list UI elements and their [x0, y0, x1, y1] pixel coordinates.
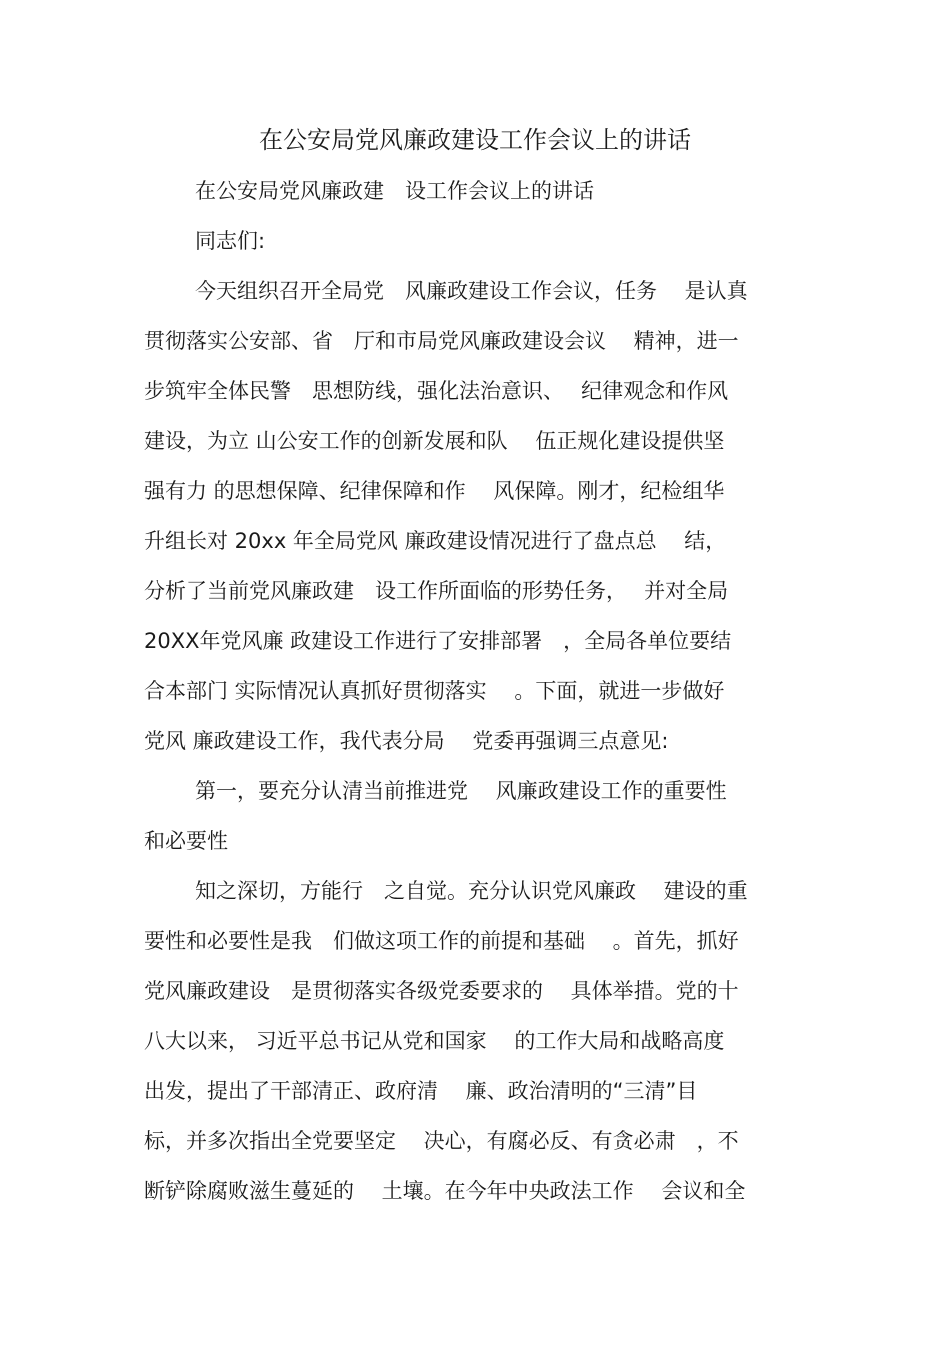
paragraph-line: 八大以来， 习近平总书记从党和国家 的工作大局和战略高度	[144, 1029, 725, 1053]
paragraph-line: 强有力 的思想保障、纪律保障和作 风保障。刚才，纪检组华	[144, 479, 725, 503]
paragraph-line: 步筑牢全体民警 思想防线，强化法治意识、 纪律观念和作风	[144, 379, 729, 403]
document-title: 在公安局党风廉政建设工作会议上的讲话	[259, 126, 691, 154]
subtitle-line: 在公安局党风廉政建 设工作会议上的讲话	[195, 179, 594, 203]
paragraph-line: 知之深切，方能行 之自觉。充分认识党风廉政 建设的重	[195, 879, 748, 903]
paragraph-line: 今天组织召开全局党 风廉政建设工作会议，任务 是认真	[195, 279, 748, 303]
paragraph-line: 贯彻落实公安部、省 厅和市局党风廉政建设会议 精神，进一	[144, 329, 739, 353]
paragraph-line: 分析了当前党风廉政建 设工作所面临的形势任务， 并对全局	[144, 579, 729, 603]
section-heading-line: 和必要性	[144, 829, 228, 853]
salutation-line: 同志们:	[195, 229, 266, 253]
paragraph-line: 党风廉政建设 是贯彻落实各级党委要求的 具体举措。党的十	[144, 979, 739, 1003]
paragraph-line: 出发，提出了干部清正、政府清 廉、政治清明的“三清”目	[144, 1079, 698, 1103]
paragraph-line: 党风 廉政建设工作，我代表分局 党委再强调三点意见:	[144, 729, 669, 753]
paragraph-line: 标，并多次指出全党要坚定 决心，有腐必反、有贪必肃 ，不	[144, 1129, 739, 1153]
paragraph-line: 20XX年党风廉 政建设工作进行了安排部署 ，全局各单位要结	[144, 629, 732, 653]
section-heading-line: 第一，要充分认清当前推进党 风廉政建设工作的重要性	[195, 779, 727, 803]
paragraph-line: 断铲除腐败滋生蔓延的 土壤。在今年中央政法工作 会议和全	[144, 1179, 746, 1203]
paragraph-line: 建设，为立 山公安工作的创新发展和队 伍正规化建设提供坚	[144, 429, 725, 453]
paragraph-line: 合本部门 实际情况认真抓好贯彻落实 。下面，就进一步做好	[144, 679, 725, 703]
paragraph-line: 升组长对 20xx 年全局党风 廉政建设情况进行了盘点总 结，	[144, 529, 727, 553]
paragraph-line: 要性和必要性是我 们做这项工作的前提和基础 。首先，抓好	[144, 929, 739, 953]
